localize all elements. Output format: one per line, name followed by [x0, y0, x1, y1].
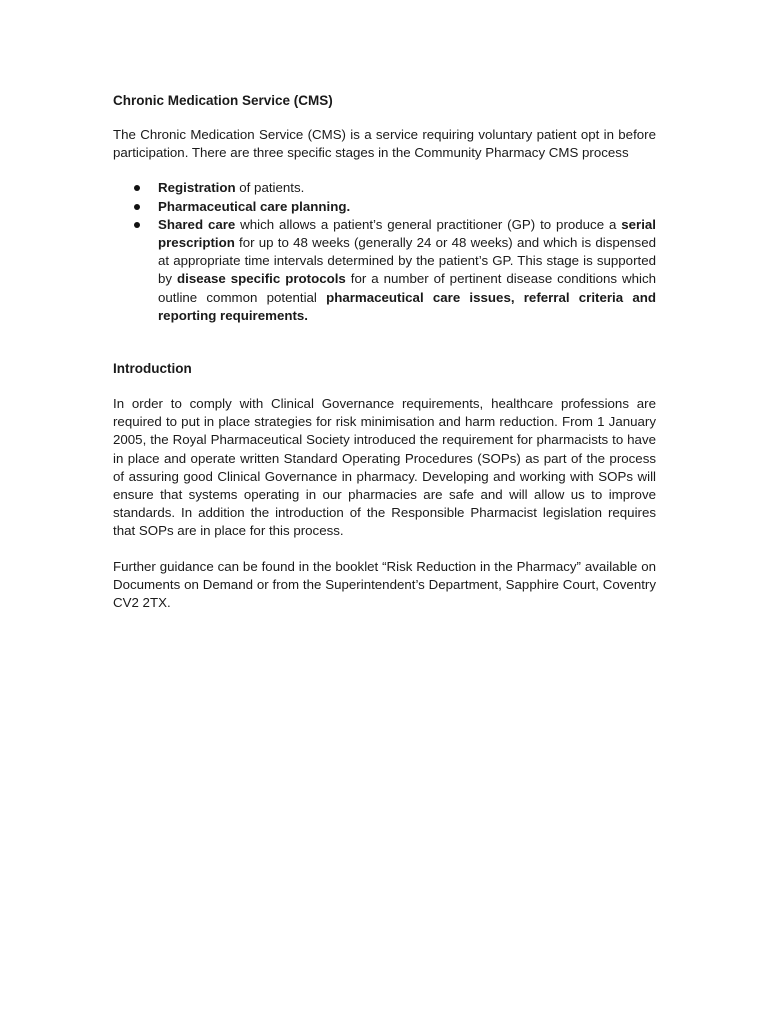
cms-intro-paragraph: The Chronic Medication Service (CMS) is a service requiring voluntary patient opt in before participation. There are three specific stages in the Community Pharmacy CMS process	[113, 127, 656, 161]
shared-care-text-3: for a number of pertinent disease conditions which outline common potential	[158, 271, 656, 305]
shared-care-text-1: which allows a patient’s general practitioner (GP) to produce a	[235, 216, 622, 232]
introduction-paragraph-1: In order to comply with Clinical Governance requirements, healthcare professions are required to put in place strategies for risk minimisation and harm reduction. From 1 January 2005, the Royal Pharmaceutical Society introduced the requirement for pharmacists to have in place and operate written Standard Operating Procedures (SOPs) as part of the process of assuring good Clinical Governance in pharmacy. Developing and working with SOPs will ensure that systems operating in our pharmacies are safe and will allow us to improve standards. In addition the introduction of the Responsible Pharmacist legislation requires that SOPs are in place for this process.	[113, 396, 656, 539]
serial-prescription-term: serial prescription	[158, 216, 656, 251]
cms-heading: Chronic Medication Service (CMS)	[113, 93, 333, 108]
care-issues-term: pharmaceutical care issues, referral criteria and reporting requirements.	[158, 289, 656, 323]
document-page	[113, 92, 656, 612]
stage-bold-text: Registration	[158, 180, 236, 196]
stage-bold-text: Pharmaceutical care planning.	[158, 198, 351, 214]
shared-care-text-2: for up to 48 weeks (generally 24 or 48 weeks) and which is dispensed at appropriate time intervals determined by the patient’s GP. This stage is supported by	[158, 235, 656, 287]
list-item-shared-care	[158, 216, 656, 325]
stage-text: of patients.	[235, 180, 305, 196]
list-item-care-planning	[158, 198, 656, 216]
introduction-paragraph-2: Further guidance can be found in the booklet “Risk Reduction in the Pharmacy” available on Documents on Demand or from the Superintendent’s Department, Sapphire Court, Coventry CV2 2TX.	[113, 558, 656, 611]
disease-protocols-term: disease specific protocols	[177, 271, 346, 287]
cms-stages-list	[113, 179, 656, 325]
introduction-heading: Introduction	[113, 361, 192, 377]
list-item-registration	[158, 179, 656, 197]
shared-care-term: Shared care	[158, 216, 236, 232]
